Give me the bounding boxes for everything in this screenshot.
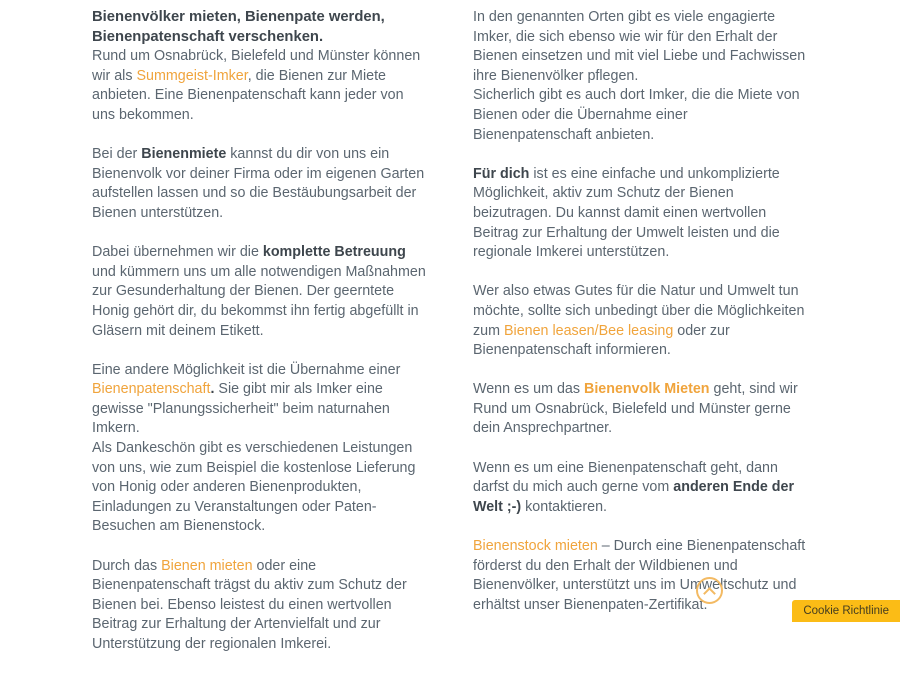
paragraph-bienenstock-mieten <box>473 537 807 615</box>
bienen-mieten-link[interactable]: Bienen mieten <box>161 557 253 574</box>
text-run: Dabei übernehmen wir die <box>92 244 263 261</box>
paragraph-ansprechpartner <box>473 380 807 439</box>
paragraph-bienenmiete <box>92 145 429 223</box>
text-run: Bei der <box>92 146 142 163</box>
bold-text: . <box>210 381 215 398</box>
text-run: kannst du dir von uns ein Bienenvolk vor deiner Firma oder im eigenen Garten aufstellen lassen und so die Bestäubungsarbeit der Bienen unterstützen. <box>92 146 425 221</box>
paragraph-bee-leasing <box>473 282 807 360</box>
text-run: kontaktieren. <box>521 498 608 515</box>
paragraph-betreuung <box>92 243 429 341</box>
chevron-up-icon <box>703 587 716 600</box>
left-column <box>92 8 429 674</box>
text-run: Wenn es um eine Bienenpatenschaft geht, dann darfst du mich auch gerne vom <box>473 459 778 496</box>
bienenvolk-mieten-link[interactable]: Bienenvolk Mieten <box>584 381 710 398</box>
text-run: und kümmern uns um alle notwendigen Maßnahmen zur Gesunderhaltung der Bienen. Der geerntete Honig gehört dir, du bekommst ihn fertig abgefüllt in Gläsern mit deinem Etikett. <box>92 263 426 339</box>
paragraph-orte-imker <box>473 8 807 145</box>
bold-text: Bienenmiete <box>141 146 227 163</box>
paragraph-bienen-schutz <box>92 557 429 655</box>
text-run: Durch das <box>92 557 162 574</box>
paragraph-ende-der-welt <box>473 459 807 518</box>
text-run: Wer also etwas Gutes für die Natur und Umwelt tun möchte, sollte sich unbedingt über die Möglichkeiten zum <box>473 283 805 339</box>
paragraph-bienenpatenschaft <box>92 361 429 537</box>
text-run: Sie gibt mir als Imker eine gewisse "Planungssicherheit" beim naturnahen Imkern. <box>92 381 390 437</box>
text-run: – Durch eine Bienenpatenschaft förderst du den Erhalt der Wildbienen und Bienenvölker, unterstützt uns im Umweltschutz und erhältst unser Bienenpaten-Zertifikat. <box>473 538 806 613</box>
bold-text: anderen Ende der Welt ;-) <box>473 479 795 515</box>
accent-text: / <box>594 322 599 339</box>
bienen-leasen-link[interactable]: Bienen leasen <box>503 322 595 339</box>
summgeist-imker-link[interactable]: Summgeist-Imker <box>136 67 248 84</box>
bold-text: komplette Betreuung <box>262 244 406 261</box>
text-run: Rund um Osnabrück, Bielefeld und Münster können wir als <box>92 48 421 84</box>
text-run: oder eine Bienenpatenschaft trägst du aktiv zum Schutz der Bienen bei. Ebenso leistest du einen wertvollen Beitrag zur Erhaltung der Artenvielfalt und zur Unterstützung der regionalen Imkerei. <box>92 557 407 652</box>
text-run: Wenn es um das <box>473 381 584 398</box>
bienenpatenschaft-link[interactable]: Bienenpatenschaft <box>92 381 211 398</box>
cookie-policy-button[interactable]: Cookie Richtlinie <box>792 600 900 622</box>
scroll-to-top-button[interactable] <box>696 577 723 604</box>
text-run: , die Bienen zur Miete anbieten. Eine Bienenpatenschaft kann jeder von uns bekommen. <box>92 67 404 123</box>
bee-leasing-link[interactable]: Bee leasing <box>598 322 674 339</box>
text-run: Eine andere Möglichkeit ist die Übernahme einer <box>92 361 401 378</box>
text-run: In den genannten Orten gibt es viele engagierte Imker, die sich ebenso wie wir für den Erhalt der Bienen einsetzen und mit viel Liebe und Fachwissen ihre Bienenvölker pflegen. <box>473 9 806 84</box>
text-run: ist es eine einfache und unkomplizierte Möglichkeit, aktiv zum Schutz der Bienen beizutragen. Du kannst damit einen wertvollen Beitrag zur Erhaltung der Umwelt leisten und die regionale Imkerei unterstützen. <box>473 165 780 261</box>
paragraph-bienenmiete-intro <box>92 47 429 125</box>
text-run: Als Dankeschön gibt es verschiedenen Leistungen von uns, wie zum Beispiel die kostenlose Lieferung von Honig oder anderen Bienenprodukten, Einladungen zu Veranstaltungen oder Paten-Besuchen am Bienenstock. <box>92 440 416 535</box>
text-run: geht, sind wir Rund um Osnabrück, Bielefeld und Münster gerne dein Ansprechpartner. <box>473 381 798 437</box>
paragraph-fuer-dich <box>473 165 807 263</box>
page-heading: Bienenvölker mieten, Bienenpate werden, Bienenpatenschaft verschenken. <box>92 9 385 45</box>
right-column <box>473 8 807 674</box>
bold-text: Für dich <box>473 165 530 182</box>
text-run: oder zur Bienenpatenschaft informieren. <box>473 322 730 359</box>
bienenstock-mieten-link[interactable]: Bienenstock mieten <box>473 538 598 555</box>
text-run: Sicherlich gibt es auch dort Imker, die die Miete von Bienen oder die Übernahme einer Bienenpatenschaft anbieten. <box>473 87 800 143</box>
